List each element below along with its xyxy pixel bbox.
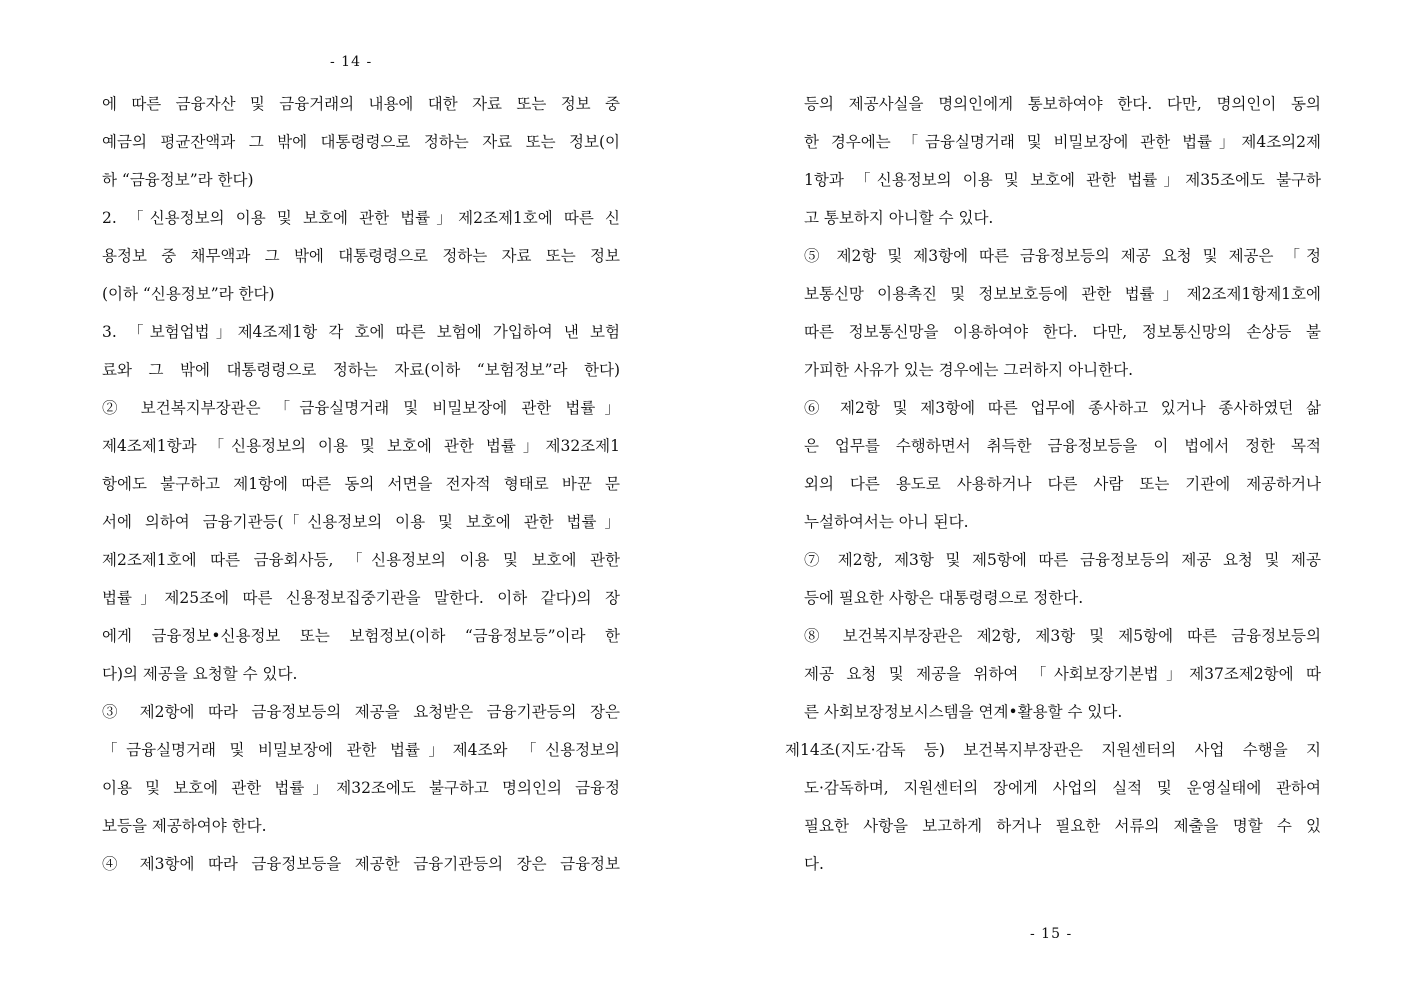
text-line: 등에 필요한 사항은 대통령령으로 정한다.	[804, 589, 1084, 607]
text-line: 고 통보하지 아니할 수 있다.	[804, 209, 994, 227]
text-line: (이하 “신용정보”라 한다)	[102, 285, 275, 303]
text-line: 른 사회보장정보시스템을 연계•활용할 수 있다.	[804, 703, 1123, 721]
text-line: ⑥ 제2항 및 제3항에 따른 업무에 종사하고 있거나 종사하였던 삶	[804, 399, 1321, 417]
text-line: 한 경우에는 「금융실명거래 및 비밀보장에 관한 법률」제4조의2제	[804, 133, 1321, 151]
text-line: ⑧ 보건복지부장관은 제2항, 제3항 및 제5항에 따른 금융정보등의	[804, 627, 1321, 645]
text-line: 누설하여서는 아니 된다.	[804, 513, 969, 531]
text-line: ③ 제2항에 따라 금융정보등의 제공을 요청받은 금융기관등의 장은	[102, 703, 620, 721]
text-line: 제2조제1호에 따른 금융회사등, 「신용정보의 이용 및 보호에 관한	[102, 551, 620, 569]
text-line: 법률」제25조에 따른 신용정보집중기관을 말한다. 이하 같다)의 장	[102, 589, 620, 607]
text-line: 이용 및 보호에 관한 법률」제32조에도 불구하고 명의인의 금융정	[102, 779, 620, 797]
text-line: 용정보 중 채무액과 그 밖에 대통령령으로 정하는 자료 또는 정보	[102, 247, 620, 265]
text-line: 등의 제공사실을 명의인에게 통보하여야 한다. 다만, 명의인이 동의	[804, 95, 1321, 113]
text-line: 예금의 평균잔액과 그 밖에 대통령령으로 정하는 자료 또는 정보(이	[102, 133, 620, 151]
text-line: 료와 그 밖에 대통령령으로 정하는 자료(이하 “보험정보”라 한다)	[102, 361, 620, 379]
text-line: 다)의 제공을 요청할 수 있다.	[102, 665, 298, 683]
text-line: 서에 의하여 금융기관등(「신용정보의 이용 및 보호에 관한 법률」	[102, 513, 620, 531]
text-line: 2. 「신용정보의 이용 및 보호에 관한 법률」제2조제1호에 따른 신	[102, 209, 620, 227]
text-line: 1항과 「신용정보의 이용 및 보호에 관한 법률」제35조에도 불구하	[804, 171, 1321, 189]
text-line: 가피한 사유가 있는 경우에는 그러하지 아니한다.	[804, 361, 1134, 379]
text-line: 에 따른 금융자산 및 금융거래의 내용에 대한 자료 또는 정보 중	[102, 95, 620, 113]
text-line: 은 업무를 수행하면서 취득한 금융정보등을 이 법에서 정한 목적	[804, 437, 1321, 455]
text-line: 보등을 제공하여야 한다.	[102, 817, 267, 835]
text-line: 보통신망 이용촉진 및 정보보호등에 관한 법률」제2조제1항제1호에	[804, 285, 1321, 303]
page-number-left: - 14 -	[330, 54, 373, 70]
text-line: ⑦ 제2항, 제3항 및 제5항에 따른 금융정보등의 제공 요청 및 제공	[804, 551, 1321, 569]
text-line: ② 보건복지부장관은 「금융실명거래 및 비밀보장에 관한 법률」	[102, 399, 620, 417]
text-line: 제4조제1항과 「신용정보의 이용 및 보호에 관한 법률」제32조제1	[102, 437, 620, 455]
text-line: 제공 요청 및 제공을 위하여 「사회보장기본법」제37조제2항에 따	[804, 665, 1321, 683]
text-line: 따른 정보통신망을 이용하여야 한다. 다만, 정보통신망의 손상등 불	[804, 323, 1321, 341]
article-heading-line: 제14조(지도·감독 등) 보건복지부장관은 지원센터의 사업 수행을 지	[785, 741, 1321, 759]
text-line: 외의 다른 용도로 사용하거나 다른 사람 또는 기관에 제공하거나	[804, 475, 1321, 493]
text-line: 다.	[804, 855, 824, 873]
text-line: 도·감독하며, 지원센터의 장에게 사업의 실적 및 운영실태에 관하여	[804, 779, 1321, 797]
text-line: 3. 「보험업법」제4조제1항 각 호에 따른 보험에 가입하여 낸 보험	[102, 323, 620, 341]
page-number-right: - 15 -	[1030, 926, 1073, 942]
text-line: ④ 제3항에 따라 금융정보등을 제공한 금융기관등의 장은 금융정보	[102, 855, 620, 873]
text-line: 에게 금융정보•신용정보 또는 보험정보(이하 “금융정보등”이라 한	[102, 627, 620, 645]
text-line: 항에도 불구하고 제1항에 따른 동의 서면을 전자적 형태로 바꾼 문	[102, 475, 620, 493]
text-line: 하 “금융정보”라 한다)	[102, 171, 254, 189]
text-line: 필요한 사항을 보고하게 하거나 필요한 서류의 제출을 명할 수 있	[804, 817, 1321, 835]
text-line: 「금융실명거래 및 비밀보장에 관한 법률」제4조와 「신용정보의	[102, 741, 620, 759]
text-line: ⑤ 제2항 및 제3항에 따른 금융정보등의 제공 요청 및 제공은 「정	[804, 247, 1321, 265]
